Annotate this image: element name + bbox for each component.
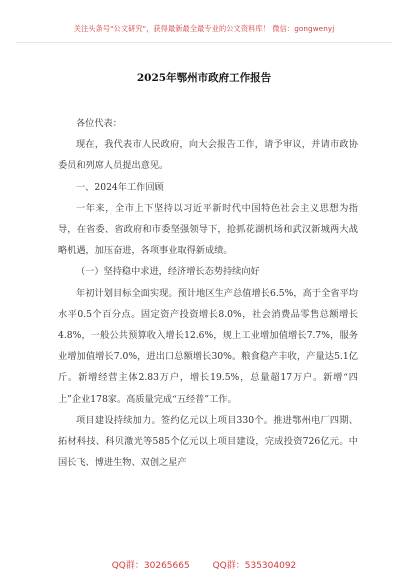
header-promo-note: 关注头条号"公文研究"，获得最新最全最专业的公文资料库！ 微信：gongwenyj	[73, 24, 335, 33]
salutation: 各位代表：	[76, 118, 122, 129]
footer-qq-group-2: QQ群：535304092	[212, 561, 297, 571]
intro-paragraph: 现在，我代表市人民政府，向大会报告工作，请予审议，并请市政协委员和列席人员提出意见。	[58, 139, 358, 172]
document-body	[58, 113, 358, 473]
section-heading: 一、2024年工作回顾	[76, 181, 164, 193]
document-title: 2025年鄂州市政府工作报告	[136, 72, 272, 84]
projects-paragraph: 项目建设持续加力。签约亿元以上项目330个。推进鄂州电厂四期、拓材科技、科贝激光等585个亿元以上项目建设，完成投资726亿元。中国长飞、博进生物、双创之星产	[58, 414, 358, 469]
footer-qq-group-1: QQ群：30265665	[111, 561, 190, 571]
footer-contact	[0, 558, 408, 571]
subsection-heading: （一）坚持稳中求进，经济增长态势持续向好	[76, 266, 260, 278]
header-divider	[16, 42, 392, 43]
review-paragraph: 一年来，全市上下坚持以习近平新时代中国特色社会主义思想为指导，在省委、省政府和市委坚强领导下，抢抓花湖机场和武汉新城两大战略机遇，加压奋进，各项事业取得新成绩。	[58, 202, 358, 257]
targets-paragraph: 年初计划目标全面实现。预计地区生产总值增长6.5%，高于全省平均水平0.5个百分点。固定资产投资增长8.0%，社会消费品零售总额增长4.8%，一般公共预算收入增长12.6%，规上工业增加值增长7.7%，服务业增加值增长7.0%，进出口总额增长30%。粮食稳产丰收，产量达5.1亿斤。新增经营主体2.83万户，增长19.5%，总量超17万户。新增“四上”企业178家。高质量完成“五经普”工作。	[58, 287, 358, 405]
